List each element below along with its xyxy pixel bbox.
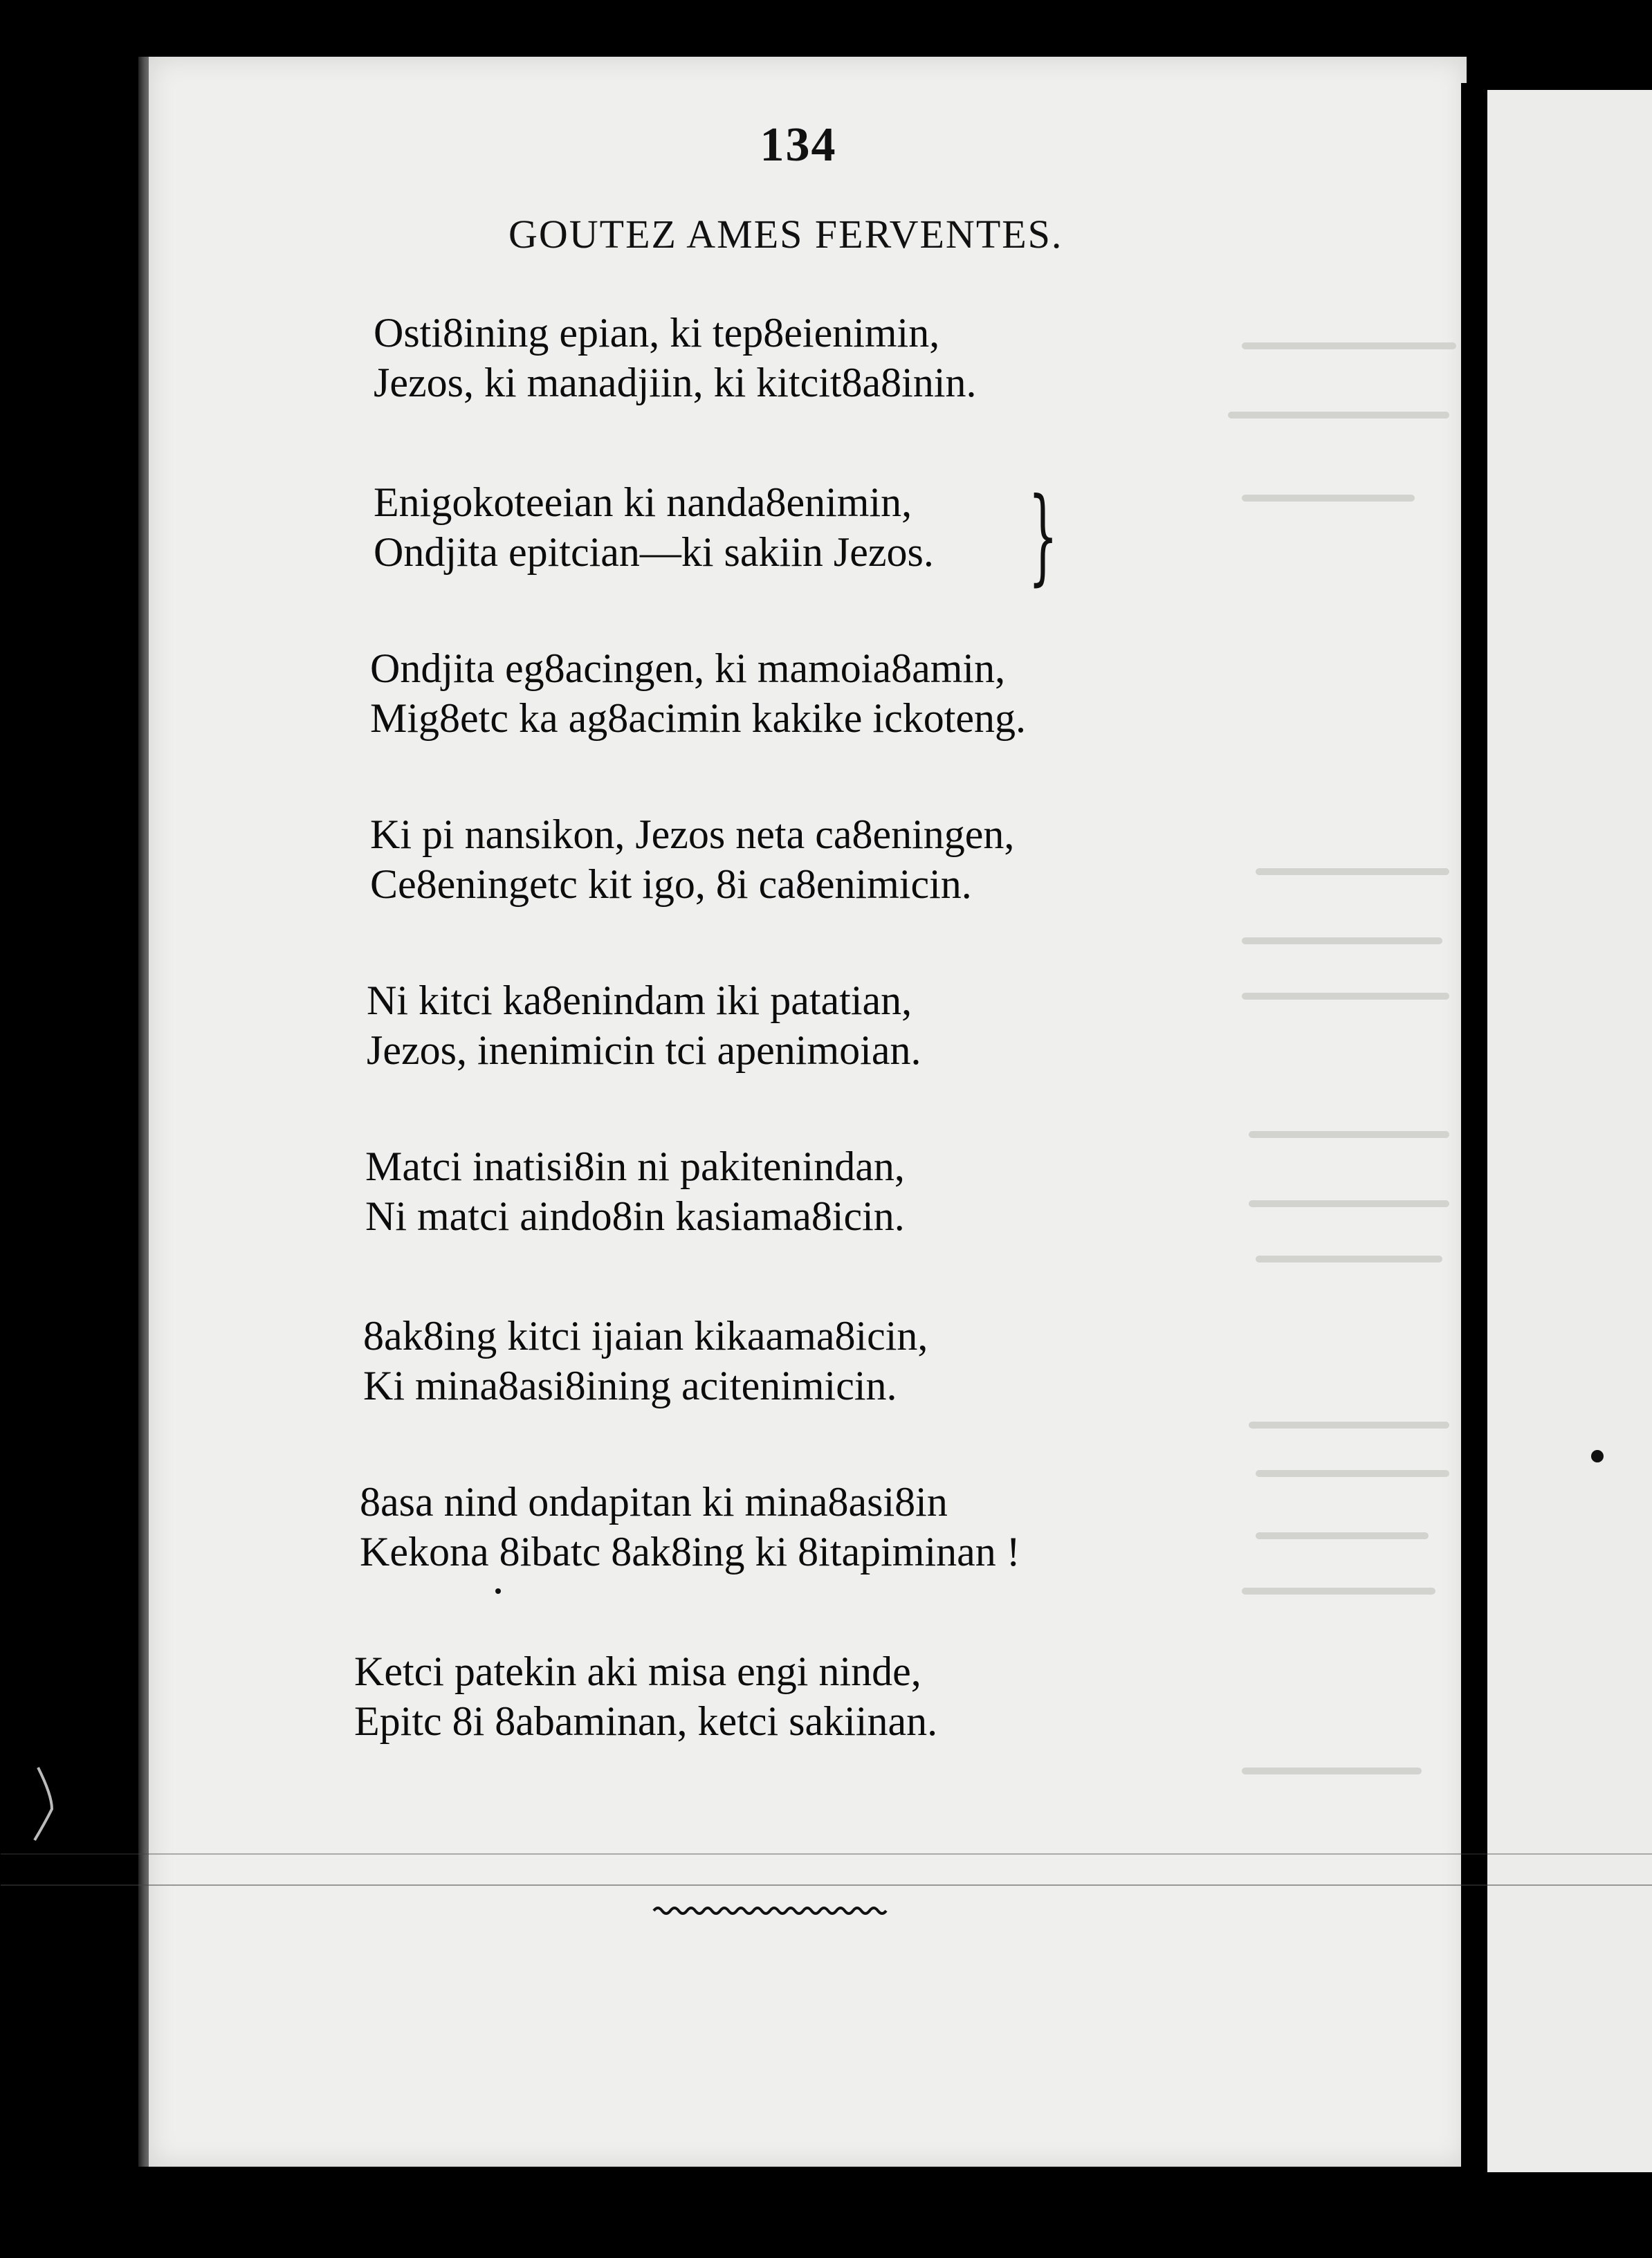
- stanza-8: [360, 1477, 1020, 1577]
- verse-line: Kekona 8ibatc 8ak8ing ki 8itapiminan !: [360, 1529, 1020, 1575]
- stanza-9: [354, 1646, 937, 1746]
- verse-line: Mig8etc ka ag8acimin kakike ickoteng.: [370, 695, 1027, 741]
- stanza-3: [370, 643, 1026, 743]
- stanza-1: [374, 308, 977, 407]
- stanza-5: [367, 975, 921, 1075]
- stanza-4: [370, 809, 1014, 909]
- verse-line: 8asa nind ondapitan ki mina8asi8in: [360, 1479, 948, 1525]
- stanza-7: [363, 1311, 928, 1411]
- verse-line: Ni matci aindo8in kasiama8icin.: [365, 1193, 905, 1239]
- verse-line: Ondjita eg8acingen, ki mamoia8amin,: [370, 645, 1006, 691]
- verse-line: Ondjita epitcian—ki sakiin Jezos.: [374, 529, 934, 575]
- verse-line: Jezos, ki manadjiin, ki kitcit8a8inin.: [374, 360, 977, 405]
- verse-line: Epitc 8i 8abaminan, ketci sakiinan.: [354, 1698, 938, 1744]
- verse-line: Enigokoteeian ki nanda8enimin,: [374, 479, 912, 525]
- wavy-rule-ornament: [650, 1896, 899, 1923]
- verse-line: 8ak8ing kitci ijaian kikaama8icin,: [363, 1313, 928, 1359]
- verse-line: Matci inatisi8in ni pakitenindan,: [365, 1144, 905, 1189]
- stanza-6: [365, 1141, 905, 1241]
- verse-line: Osti8ining epian, ki tep8eienimin,: [374, 310, 940, 356]
- hymn-title: GOUTEZ AMES FERVENTES.: [508, 212, 1063, 257]
- verse-line: Ki pi nansikon, Jezos neta ca8eningen,: [370, 811, 1015, 857]
- verse-line: Ni kitci ka8enindam iki patatian,: [367, 977, 912, 1023]
- stanza-2: [374, 477, 934, 577]
- verse-line: Ki mina8asi8ining acitenimicin.: [363, 1363, 897, 1408]
- verse-line: Jezos, inenimicin tci apenimoian.: [367, 1027, 921, 1073]
- verse-line: Ce8eningetc kit igo, 8i ca8enimicin.: [370, 861, 972, 907]
- verse-line: Ketci patekin aki misa engi ninde,: [354, 1649, 921, 1694]
- page-number: 134: [760, 118, 837, 172]
- repeat-brace-icon: }: [1028, 476, 1058, 596]
